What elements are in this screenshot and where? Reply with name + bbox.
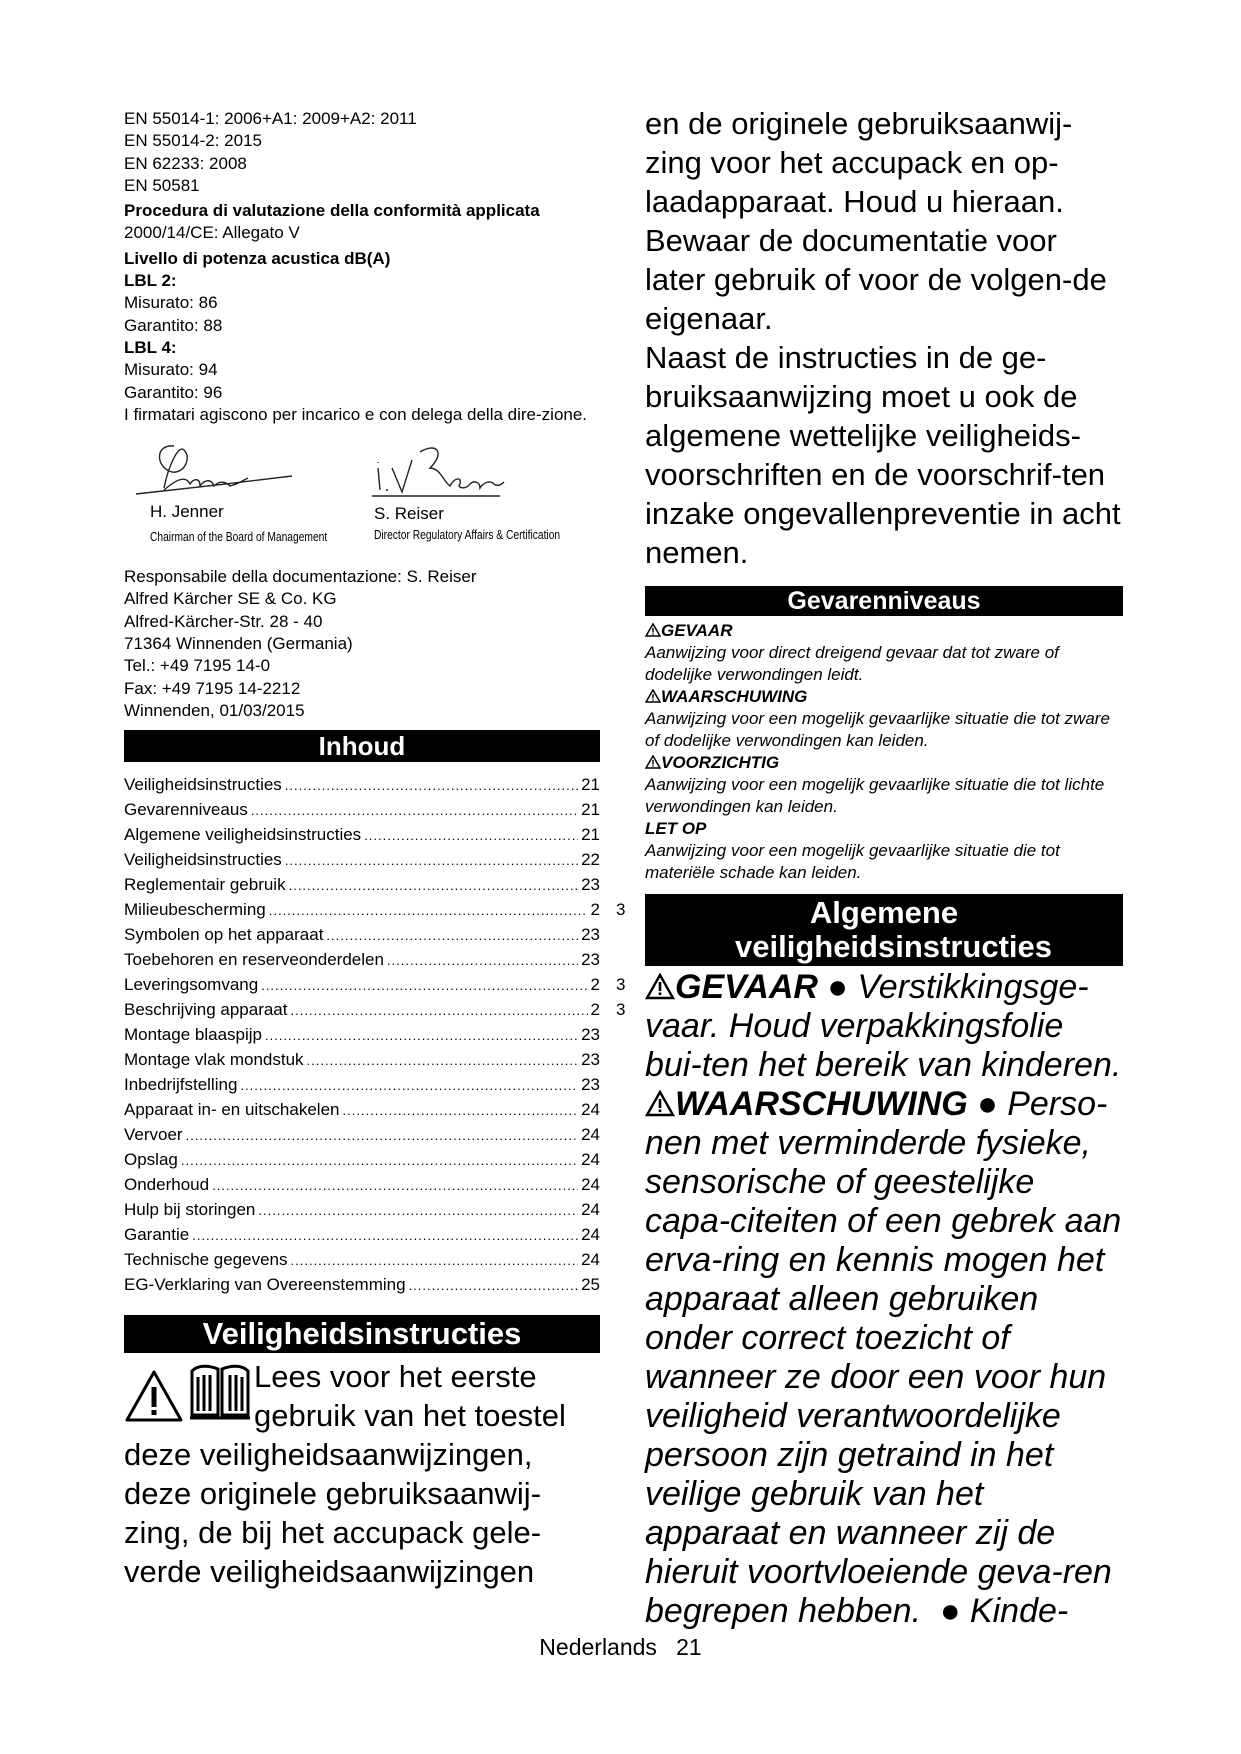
safety-intro [124,1357,600,1591]
hazard-text-gevaar: Aanwijzing voor direct dreigend gevaar dat tot zware of dodelijke verwondingen leidt. [645,643,1059,684]
toc-leader-dots [240,1073,578,1098]
toc-item [124,1222,600,1247]
address-line: 71364 Winnenden (Germania) [124,634,353,654]
toc-leader-dots [290,998,587,1023]
trailing-text: Kinde- [969,1592,1069,1630]
conformity-block [124,200,600,245]
toc-item [124,1172,600,1197]
left-column [124,108,626,1591]
toc-item-label: Beschrijving apparaat [124,1000,288,1020]
toc-leader-dots [326,923,578,948]
hazard-text-waarschuwing: Aanwijzing voor een mogelijk gevaarlijke situatie die tot zware of dodelijke verwondingen kan leiden. [645,709,1110,750]
toc-item [124,1147,600,1172]
toc-item [124,922,600,947]
warning-triangle-icon [645,755,661,769]
toc-item [124,1022,600,1047]
danger-label: GEVAAR [675,968,818,1006]
right-column [645,104,1123,1631]
toc-item-label: Leveringsomvang [124,975,259,995]
toc-item-page: 21 [581,825,600,845]
safety-title: Veiligheidsinstructies [124,1315,600,1353]
toc-title: Inhoud [124,730,600,762]
toc-item [124,772,600,797]
toc-item [124,897,626,922]
toc-item-label: Montage blaaspijp [124,1025,262,1045]
toc-leader-dots [212,1173,578,1198]
toc-leader-dots [181,1148,578,1173]
lbl2-measured: Misurato: 86 [124,293,218,313]
toc-item-label: Hulp bij storingen [124,1200,256,1220]
toc-item-label: Vervoer [124,1125,183,1145]
hazard-levels-list [645,620,1123,884]
signatories-note: I firmatari agiscono per incarico e con delega della dire-zione. [124,404,588,424]
toc-item-page: 2 [590,1000,600,1020]
toc-item-page: 24 [581,1175,600,1195]
general-safety-title [645,894,1123,966]
lbl4-measured: Misurato: 94 [124,360,218,380]
toc-item-page: 21 [581,775,600,795]
footer-page-number: 21 [676,1634,702,1660]
hazard-label-voorzichtig: VOORZICHTIG [645,752,1123,774]
safety-intro-line2: gebruik van het toestel [254,1398,566,1434]
warning-triangle-icon [645,973,675,1000]
toc-item-page-overflow: 3 [616,975,626,995]
toc-item-label: Veiligheidsinstructies [124,850,282,870]
toc-leader-dots [387,948,578,973]
toc-item-page: 23 [581,1075,600,1095]
signature-title-reiser: Director Regulatory Affairs & Certification [374,528,561,543]
toc-item [124,1047,600,1072]
toc-item-page: 23 [581,925,600,945]
signature-jenner [134,438,328,545]
toc-item [124,1122,600,1147]
toc-item-label: Inbedrijfstelling [124,1075,238,1095]
toc-leader-dots [251,798,578,823]
lbl2-label: LBL 2: [124,271,177,291]
safety-intro-row [124,1357,600,1435]
toc-item-label: Algemene veiligheidsinstructies [124,825,362,845]
lbl4-guaranteed: Garantito: 96 [124,382,223,402]
conformity-value: 2000/14/CE: Allegato V [124,223,300,243]
warning-triangle-icon [645,689,661,703]
address-line: Tel.: +49 7195 14-0 [124,656,271,676]
toc-leader-dots [409,1273,579,1298]
toc-item-page: 24 [581,1150,600,1170]
safety-continued: en de originele gebruiksaanwij-zing voor het accupack en op-laadapparaat. Houd u hieraan. Bewaar de documentatie voor later gebruik of voor de volgen-de eigenaar. [645,106,1107,336]
toc-item-page: 23 [581,1050,600,1070]
toc-item [124,1247,600,1272]
toc-item [124,1197,600,1222]
standard-line: EN 50581 [124,175,200,195]
toc-leader-dots [186,1123,578,1148]
toc-item [124,822,600,847]
toc-leader-dots [285,773,578,798]
hazard-text-let-op: Aanwijzing voor een mogelijk gevaarlijke situatie die tot materiële schade kan leiden. [645,841,1060,882]
hazard-label-gevaar: GEVAAR [645,620,1123,642]
toc-item-page: 24 [581,1225,600,1245]
signature-reiser [370,438,561,543]
toc-item-page: 2 [590,900,600,920]
toc-item-label: Symbolen op het apparaat [124,925,324,945]
toc-item [124,1097,600,1122]
hazard-label-waarschuwing: WAARSCHUWING [645,686,1123,708]
toc-item-label: Garantie [124,1225,190,1245]
toc-item-page: 23 [581,950,600,970]
address-block [124,566,600,722]
toc-item-page: 24 [581,1250,600,1270]
toc-item-label: Veiligheidsinstructies [124,775,282,795]
address-line: Alfred-Kärcher-Str. 28 - 40 [124,611,323,631]
page-footer [0,1634,1241,1661]
acoustic-block [124,248,600,426]
toc-item-label: Toebehoren en reserveonderdelen [124,950,384,970]
toc-leader-dots [364,823,578,848]
danger-text: Verstikkingsge-vaar. Houd verpakkingsfolie bui-ten het bereik van kinderen. [645,968,1122,1084]
signature-jenner-graphic [134,438,304,508]
toc-item [124,1072,600,1097]
toc-item-page-overflow: 3 [616,900,626,920]
toc-item [124,947,600,972]
toc-item-label: Gevarenniveaus [124,800,248,820]
conformity-heading: Procedura di valutazione della conformità applicata [124,201,540,221]
toc-item-page: 21 [581,800,600,820]
signature-name-jenner: H. Jenner [150,502,224,522]
toc-leader-dots [289,873,578,898]
toc-item-label: Milieubescherming [124,900,266,920]
hazard-label-let-op: LET OP [645,819,707,838]
address-line: Fax: +49 7195 14-2212 [124,678,301,698]
toc-item-page: 24 [581,1200,600,1220]
safety-intro-text-top [254,1357,600,1435]
warning-triangle-icon [645,623,661,637]
toc-item-page: 22 [581,850,600,870]
safety-intro-rest: deze veiligheidsaanwijzingen, deze originele gebruiksaanwij-zing, de bij het accupack gele-verde veiligheidsaanwijzingen [124,1437,542,1590]
toc-leader-dots [258,1198,578,1223]
standard-line: EN 55014-2: 2015 [124,131,262,151]
toc-item-label: Opslag [124,1150,178,1170]
toc-item-label: Apparaat in- en uitschakelen [124,1100,340,1120]
acoustic-heading: Livello di potenza acustica dB(A) [124,248,391,268]
toc-item-page-overflow: 3 [616,1000,626,1020]
toc-leader-dots [307,1048,579,1073]
toc-item-label: Technische gegevens [124,1250,288,1270]
general-safety-title-text: Algemene veiligheidsinstructies [735,895,1052,964]
hazard-text-voorzichtig: Aanwijzing voor een mogelijk gevaarlijke situatie die tot lichte verwondingen kan leiden. [645,775,1105,816]
toc-item-page: 25 [581,1275,600,1295]
safety-intro-line1: Lees voor het eerste [254,1359,537,1395]
toc-leader-dots [265,1023,578,1048]
signature-title-jenner: Chairman of the Board of Management [150,530,328,545]
toc-item-page: 24 [581,1125,600,1145]
address-line: Alfred Kärcher SE & Co. KG [124,589,337,609]
lbl2-guaranteed: Garantito: 88 [124,315,223,335]
address-line: Responsabile della documentazione: S. Reiser [124,567,477,587]
warning-triangle-icon [645,1090,675,1117]
toc-item [124,847,600,872]
toc-leader-dots [261,973,587,998]
toc-item [124,872,600,897]
toc-item [124,997,626,1022]
manual-book-icon [188,1363,252,1421]
toc-item-label: EG-Verklaring van Overeenstemming [124,1275,406,1295]
toc-item-label: Onderhoud [124,1175,210,1195]
toc-leader-dots [192,1223,578,1248]
standard-line: EN 55014-1: 2006+A1: 2009+A2: 2011 [124,109,417,128]
standards-list [124,108,600,197]
toc-leader-dots [269,898,588,923]
warning-text: Perso-nen met verminderde fysieke, sensorische of geestelijke capa-citeiten of een gebrek aan erva-ring en kennis mogen het apparaat alleen gebruiken onder correct toezicht of wanneer ze door een voor hun veiligheid verantwoordelijke persoon zijn getraind in het veilige gebruik van het apparaat en wanneer zij de hieruit voortvloeiende geva-ren begrepen hebben. [645,1085,1122,1630]
safety-additional: Naast de instructies in de ge-bruiksaanwijzing moet u ook de algemene wettelijke veiligheids-voorschriften en de voorschrif-ten inzake ongevallenpreventie in acht nemen. [645,340,1121,570]
toc-item-page: 23 [581,875,600,895]
address-line: Winnenden, 01/03/2015 [124,700,305,720]
toc-leader-dots [291,1248,579,1273]
warning-triangle-icon [124,1369,184,1423]
toc-item [124,972,626,997]
standard-line: EN 62233: 2008 [124,153,247,173]
toc-item [124,1272,600,1297]
signature-name-reiser: S. Reiser [374,504,444,524]
footer-language: Nederlands [539,1634,657,1660]
signature-reiser-graphic [370,438,510,502]
hazard-levels-title: Gevarenniveaus [645,586,1123,616]
toc-item-label: Reglementair gebruik [124,875,286,895]
lbl4-label: LBL 4: [124,337,177,357]
general-safety-body: GEVAAR ● Verstikkingsge-vaar. Houd verpakkingsfolie bui-ten het bereik van kinderen. WAARSCHUWING ● Perso-nen met verminderde fysieke, sensorische of geestelijke capa-citeiten of een gebrek aan erva-ring en kennis mogen het apparaat alleen gebruiken onder correct toezicht of wanneer ze door een voor hun veiligheid verantwoordelijke persoon zijn getraind in het veilige gebruik van het apparaat en wanneer zij de hieruit voortvloeiende geva-ren begrepen hebben. ● Kinde- [645,968,1122,1630]
toc-item-page: 23 [581,1025,600,1045]
safety-icons [124,1357,254,1435]
toc-leader-dots [342,1098,578,1123]
toc-item-page: 24 [581,1100,600,1120]
toc-item [124,797,600,822]
warning-label: WAARSCHUWING [675,1085,968,1123]
toc-leader-dots [285,848,578,873]
toc-list [124,772,626,1297]
toc-item-label: Montage vlak mondstuk [124,1050,304,1070]
signatures [124,438,600,564]
toc-item-page: 2 [590,975,600,995]
